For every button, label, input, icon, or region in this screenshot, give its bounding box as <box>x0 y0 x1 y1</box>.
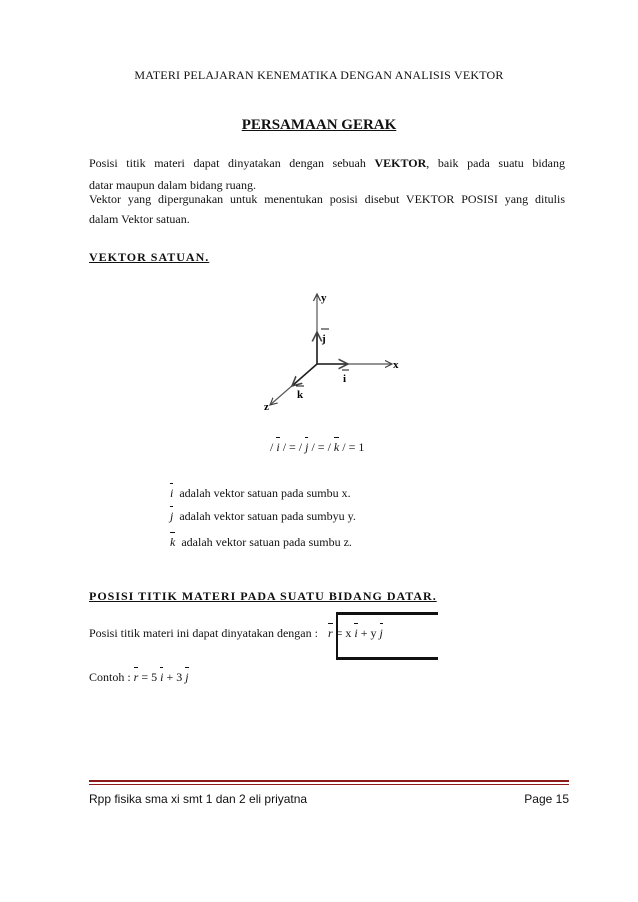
page-title: PERSAMAAN GERAK <box>241 117 397 133</box>
axis-diagram <box>250 282 420 412</box>
definition-i <box>170 486 351 501</box>
definition-text: adalah vektor satuan pada sumbu z. <box>181 535 352 549</box>
definition-j <box>170 509 356 524</box>
y-axis-label: y <box>321 292 327 304</box>
intro-line-3: Vektor yang dipergunakan untuk menentukan posisi disebut VEKTOR POSISI yang ditulis <box>89 192 565 206</box>
formula-r: r <box>327 626 333 640</box>
position-text: Posisi titik materi ini dapat dinyatakan dengan : <box>89 626 318 640</box>
eq-k: k <box>333 440 340 454</box>
example-part: = 5 <box>141 670 158 684</box>
eq-i: i <box>276 440 280 454</box>
definition-text: adalah vektor satuan pada sumbyu y. <box>179 509 356 523</box>
section-heading-vektor-satuan: VEKTOR SATUAN. <box>89 250 210 264</box>
eq-part: / = 1 <box>342 440 365 454</box>
position-line <box>89 626 383 641</box>
intro-line-4: dalam Vektor satuan. <box>89 212 190 226</box>
k-vector <box>292 364 317 386</box>
formula-i: i <box>354 626 358 640</box>
intro-text: , baik pada suatu bidang <box>426 156 566 170</box>
example-label: Contoh : <box>89 670 131 684</box>
eq-part: / = / <box>282 440 303 454</box>
definition-text: adalah vektor satuan pada sumbu x. <box>179 486 351 500</box>
formula-part: = x <box>335 626 352 640</box>
example-r: r <box>133 670 139 684</box>
k-label: k <box>297 389 304 401</box>
magnitude-equation <box>270 440 364 455</box>
example-line <box>89 670 189 685</box>
example-j: j <box>185 670 189 684</box>
section-heading-posisi: POSISI TITIK MATERI PADA SUATU BIDANG DATAR. <box>89 589 437 603</box>
footer-left-text: Rpp fisika sma xi smt 1 dan 2 eli priyatna <box>89 792 308 806</box>
footer-page-number: Page 15 <box>524 792 569 806</box>
formula-j: j <box>379 626 383 640</box>
intro-bold: VEKTOR <box>374 156 427 170</box>
intro-text: Posisi titik materi dapat dinyatakan dengan sebuah <box>89 156 366 170</box>
example-i: i <box>160 670 164 684</box>
definition-symbol: i <box>170 486 174 500</box>
x-axis-label: x <box>393 359 399 371</box>
page-header: MATERI PELAJARAN KENEMATIKA DENGAN ANALISIS VEKTOR <box>134 68 504 82</box>
footer-divider-thin <box>89 784 569 785</box>
eq-j: j <box>305 440 309 454</box>
definition-symbol: j <box>170 509 174 523</box>
z-axis-label: z <box>264 401 269 412</box>
j-label: j <box>322 333 326 345</box>
eq-part: / = / <box>311 440 331 454</box>
definition-symbol: k <box>170 535 176 549</box>
example-part: + 3 <box>166 670 183 684</box>
i-label: i <box>343 373 347 385</box>
intro-line-1 <box>89 152 565 174</box>
eq-part: / <box>270 440 274 454</box>
footer-divider <box>89 780 569 782</box>
formula-part: + y <box>360 626 377 640</box>
intro-line-2: datar maupun dalam bidang ruang. <box>89 178 256 192</box>
definition-k <box>170 535 352 550</box>
